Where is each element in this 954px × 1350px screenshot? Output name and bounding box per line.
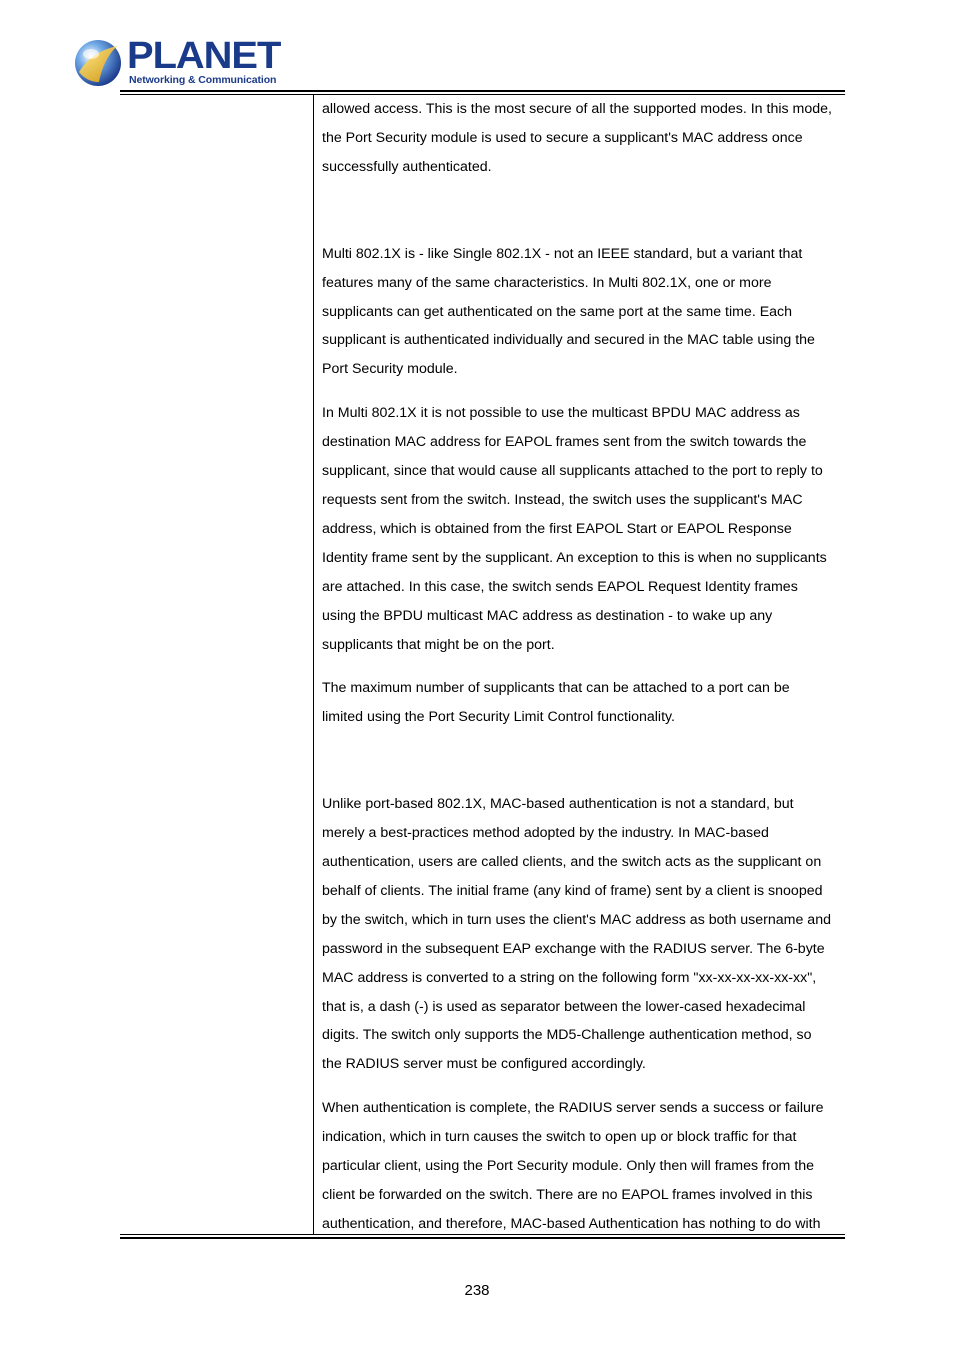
header-rule-thick [120,90,845,92]
text-line: authentication, and therefore, MAC-based Authentication has nothing to do with [322,1215,821,1232]
text-line: merely a best-practices method adopted by the industry. In MAC-based [322,825,769,842]
text-line: that is, a dash (-) is used as separator between the lower-cased hexadecimal [322,998,806,1015]
text-line: Unlike port-based 802.1X, MAC-based authentication is not a standard, but [322,796,794,813]
footer-rule-thick [120,1237,845,1239]
text-line: password in the subsequent EAP exchange with the RADIUS server. The 6-byte [322,940,825,957]
text-line: Identity frame sent by the supplicant. An exception to this is when no supplicants [322,549,827,566]
text-line: the RADIUS server must be configured accordingly. [322,1056,646,1073]
text-line: by the switch, which in turn uses the client's MAC address as both username and [322,911,831,928]
text-line: address, which is obtained from the first EAPOL Start or EAPOL Response [322,520,792,537]
paragraph-6 [322,1094,842,1239]
text-line: The maximum number of supplicants that can be attached to a port can be [322,680,790,697]
paragraph-4 [322,674,842,732]
text-line: indication, which in turn causes the switch to open up or block traffic for that [322,1129,797,1146]
text-line: particular client, using the Port Security module. Only then will frames from the [322,1158,815,1175]
planet-logo [73,35,281,90]
text-line: supplicants can get authenticated on the same port at the same time. Each [322,303,793,320]
text-line: digits. The switch only supports the MD5-Challenge authentication method, so [322,1027,812,1044]
text-line: allowed access. This is the most secure of all the supported modes. In this mode, [322,101,832,117]
text-line: are attached. In this case, the switch sends EAPOL Request Identity frames [322,578,798,595]
paragraph-2 [322,240,842,385]
text-line: In Multi 802.1X it is not possible to use the multicast BPDU MAC address as [322,405,800,422]
text-line: features many of the same characteristics. In Multi 802.1X, one or more [322,274,772,291]
description-cell [322,95,842,1239]
text-line: destination MAC address for EAPOL frames sent from the switch towards the [322,434,807,451]
logo-brand-text: PLANET [127,35,281,77]
text-line: supplicant, since that would cause all supplicants attached to the port to reply to [322,463,823,480]
footer-rule-thin [120,1234,845,1235]
text-line: supplicant is authenticated individually and secured in the MAC table using the [322,332,815,349]
text-line: When authentication is complete, the RADIUS server sends a success or failure [322,1100,824,1117]
text-line: using the BPDU multicast MAC address as destination - to wake up any [322,607,773,624]
globe-icon [73,38,123,88]
text-line: MAC address is converted to a string on the following form "xx-xx-xx-xx-xx-xx", [322,969,817,986]
text-line: limited using the Port Security Limit Control functionality. [322,709,675,726]
paragraph-3 [322,399,842,659]
text-line: supplicants that might be on the port. [322,636,555,653]
text-line: authentication, users are called clients, and the switch acts as the supplicant on [322,854,822,871]
text-line: client be forwarded on the switch. There are no EAPOL frames involved in this [322,1187,813,1203]
text-line: successfully authenticated. [322,158,492,175]
table-column-divider [313,95,314,1235]
logo-tagline: Networking & Communication [129,74,277,86]
text-line: the Port Security module is used to secure a supplicant's MAC address once [322,129,803,146]
page-number: 238 [464,1282,490,1299]
text-line: Multi 802.1X is - like Single 802.1X - not an IEEE standard, but a variant that [322,245,803,262]
text-line: requests sent from the switch. Instead, the switch uses the supplicant's MAC [322,491,803,508]
paragraph-5 [322,790,842,1079]
text-line: behalf of clients. The initial frame (any kind of frame) sent by a client is snooped [322,882,823,899]
paragraph-1 [322,95,842,182]
text-line: Port Security module. [322,361,458,378]
